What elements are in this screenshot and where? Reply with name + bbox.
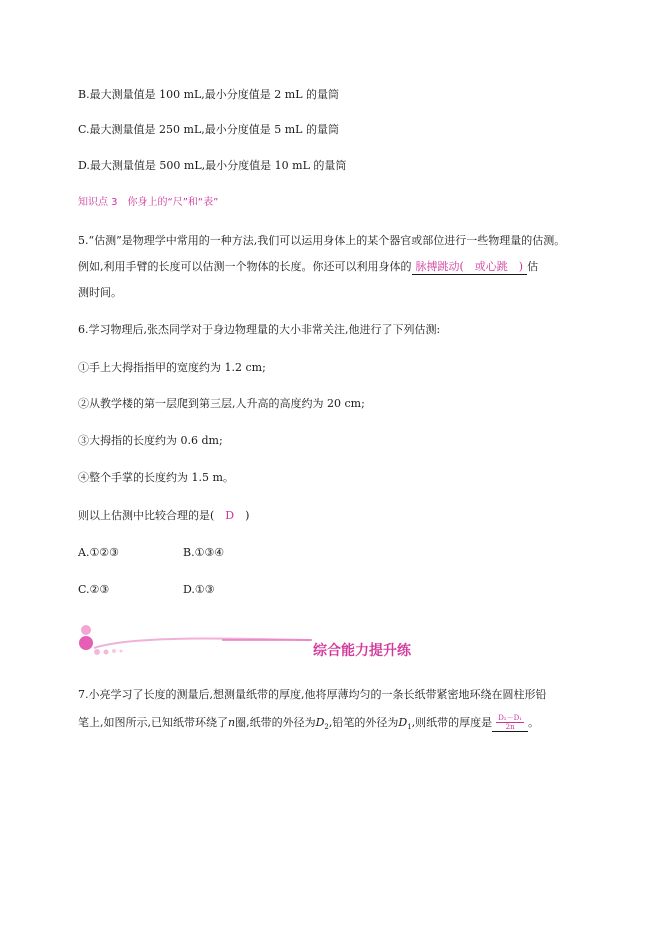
q5-answer-blank [412, 260, 528, 275]
q7-line1: 7.小亮学习了长度的测量后,想测量纸带的厚度,他将厚薄均匀的一条长纸带紧密地环绕在圆柱形铅 [78, 688, 547, 701]
q7-text-a: 笔上,如图所示,已知纸带环绕了 [78, 716, 228, 729]
q5-line1: 5.“估测”是物理学中常用的一种方法,我们可以运用身体上的某个器官或部位进行一些物理量的估测。 [78, 234, 566, 247]
option-c-text: C.最大测量值是 250 mL,最小分度值是 5 mL 的量筒 [78, 123, 339, 136]
q5-line2-post: 估 [527, 260, 539, 273]
q7-text-d: ,则纸带的厚度是 [411, 716, 493, 729]
option-b-text: B.最大测量值是 100 mL,最小分度值是 2 mL 的量筒 [78, 88, 340, 101]
q6-ask-pre: 则以上估测中比较合理的是( [78, 509, 226, 522]
q7-answer-fraction [496, 714, 524, 731]
knowledge-point-heading: 知识点 3 你身上的“尺”和“表” [78, 197, 219, 208]
q7-frac-denominator: 2n [505, 723, 515, 731]
q5-line2-pre: 例如,利用手臂的长度可以估测一个物体的长度。你还可以利用身体的 [78, 260, 412, 273]
option-d-text: D.最大测量值是 500 mL,最小分度值是 10 mL 的量筒 [78, 159, 347, 172]
q7-sub-1: 1 [407, 723, 412, 732]
q6-item4: ④整个手掌的长度约为 1.5 m。 [78, 471, 234, 484]
q6-item2: ②从教学楼的第一层爬到第三层,人升高的高度约为 20 cm; [78, 397, 365, 410]
q7-text-b: 圈,纸带的外径为 [235, 716, 316, 729]
q6-answer: D [225, 509, 235, 522]
q6-item1: ①手上大拇指指甲的宽度约为 1.2 cm; [78, 361, 266, 374]
q5-answer: 脉搏跳动( 或心跳 ) [415, 260, 524, 273]
q7-line2 [78, 714, 539, 734]
q5-line2 [78, 260, 538, 275]
q6-ask-post: ) [234, 509, 250, 522]
q6-ask [78, 509, 249, 523]
section-title: 综合能力提升练 [313, 643, 411, 659]
q6-option-a: A.①②③ [78, 546, 120, 559]
q7-var-n: n [228, 716, 236, 729]
q7-var-d1: D [398, 716, 408, 729]
q7-text-c: ,铅笔的外径为 [328, 716, 399, 729]
q7-sub-2: 2 [324, 723, 329, 732]
q7-answer-blank [492, 714, 528, 732]
q6-item3: ③大拇指的长度约为 0.6 dm; [78, 434, 223, 447]
q6-stem: 6.学习物理后,张杰同学对于身边物理量的大小非常关注,他进行了下列估测: [78, 323, 441, 336]
q6-option-c: C.②③ [78, 583, 110, 596]
q6-option-b: B.①③④ [183, 546, 225, 559]
q5-line3: 测时间。 [78, 286, 122, 299]
q7-var-d2: D [315, 716, 325, 729]
q6-option-d: D.①③ [183, 583, 215, 596]
q7-end: 。 [528, 716, 540, 729]
q7-frac-numerator: D₂－D₁ [498, 714, 523, 722]
